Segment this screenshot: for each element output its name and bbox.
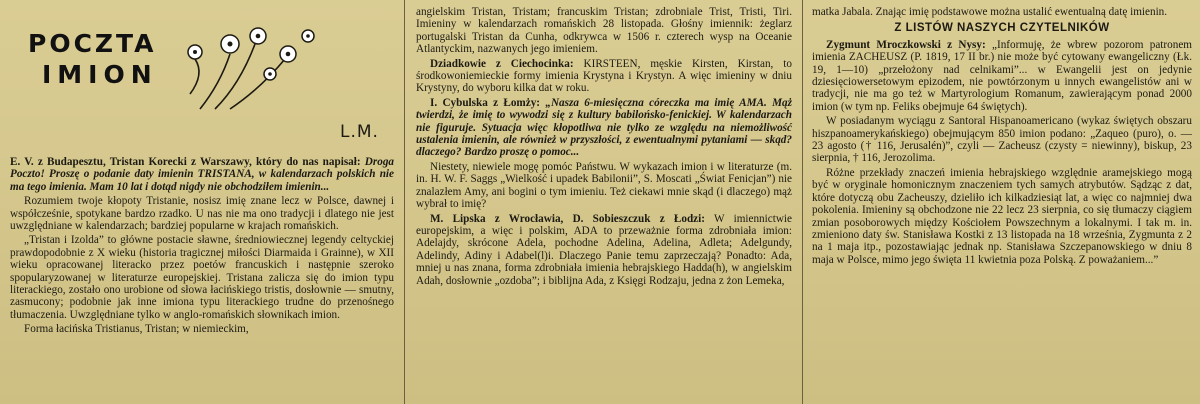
column-rule xyxy=(404,0,405,404)
body-paragraph: matka Jabala. Znając imię podstawowe można ustalić ewentualną datę imienin. xyxy=(812,6,1168,18)
letter-paragraph xyxy=(812,39,1192,113)
sender-name: I. Cybulska z Łomży: xyxy=(430,96,541,109)
letter-body: W imiennictwie europejskim, a więc i polskim, ADA to przeważnie forma zdrobniała imion: Adelajdy, skrócone Adela, pochodne Adelina, Adelina, Adleta; Adelgundy, Adelindy, Adiny i Adabel(l)i. Dlaczego Panie temu zaprzeczają? Ponadto: Ada, mniej u nas znana, forma zdrobniała imienia hebrajskiego Hadda(h), w angielskim Adah, dosłownie „ozdoba”; i biblijna Ada, z Księgi Rodzaju, jedna z żon Lemeka, xyxy=(416,212,792,287)
column-3 xyxy=(812,6,1192,404)
letter-body: „Informuję, że wbrew pozorom patronem imienia ZACHEUSZ (P. 1819, 17 II br.) nie może być cytowany ewangeliczny (Łk. 19, 1—10) „przełożony nad celnikami”... w Ewangelii jest on jedynie dziesięciowersetowym epizodem, nie powtórzonym u innych ewangelistów ani w tradycji, nie ma go też w Martyrologium Romanum, zawierającym ponad 2000 imion (w tym np. Feliks obejmuje 64 świętych). xyxy=(812,38,1192,113)
body-paragraph: Rozumiem twoje kłopoty Tristanie, nosisz imię znane lecz w Polsce, dawnej i współcześnie, spotykane bardzo rzadko. U nas nie ma ono tradycji i dlatego nie jest uwzględniane w kalendarzach; bardziej popularne w krajach romańskich. xyxy=(10,195,394,233)
body-paragraph: „Tristan i Izolda” to główne postacie sławne, średniowiecznej legendy celtyckiej prawdopodobnie z X wieku (historia tragicznej miłości Diarmaida i Grainne), w XII wieku opracowanej literacko przez poetów francuskich i następnie szeroko spopularyzowanej w literaturze europejskiej. Tristana zalicza się do imion typu literackiego, zostało ono urobione od słowa łacińskiego tristis, dosłownie — smutny, zasmucony; podobnie jak inne imiona typu literackiego trudne do przenośnego tłumaczenia. Uwzględniane tylko w anglo-romańskich słownikach imion. xyxy=(10,234,394,321)
sender-name: M. Lipska z Wrocławia, D. Sobieszczuk z Łodzi: xyxy=(430,212,705,225)
letter-body: KIRSTEEN, męskie Kirsten, Kirstan, to środkowoniemieckie formy imienia Krystyna i Krystyn. A więc imieniny w dniu Krystyny, do wyboru kilka dat w roku. xyxy=(416,57,792,95)
column-2 xyxy=(416,6,792,404)
masthead xyxy=(10,6,394,156)
body-paragraph: W posiadanym wyciągu z Santoral Hispanoamericano (wykaz świętych obszaru hiszpanoamerykańskiego) obejmującym 850 imion podano: „Zaqueo (puro), o. — 23 agosto († 116, Jerusalén)”, czyli — Zacheusz (czysty = niewinny), biskup, 23 sierpnia, † 116, Jerozolima. xyxy=(812,115,1192,165)
letter-paragraph xyxy=(416,97,792,159)
letter-paragraph xyxy=(416,213,792,287)
section-heading: Z LISTÓW NASZYCH CZYTELNIKÓW xyxy=(894,22,1110,35)
letter-quote: Droga Poczto! Proszę o podanie daty imienin TRISTANA, w kalendarzach polskich nie ma tego imienia. Mam 10 lat i dotąd nigdy nie obchodziłem imienin... xyxy=(10,156,395,193)
letter-intro: E. V. z Budapesztu, Tristan Korecki z Warszawy, który do nas napisał: xyxy=(10,156,361,168)
letter-quote: „Nasza 6-miesięczna córeczka ma imię AMA. Mąż twierdzi, że imię to wywodzi się z kultury babilońsko-fenickiej. W kalendarzach nie figuruje. Sytuacja więc kłopotliwa nie tylko ze względu na niemożliwość ustalenia imienin, ale również w przyszłości, z ewentualnymi pytaniami — skąd? dlaczego? Bardzo proszę o pomoc... xyxy=(416,96,793,159)
letter-paragraph xyxy=(416,58,792,95)
sender-name: Zygmunt Mroczkowski z Nysy: xyxy=(826,38,986,51)
body-paragraph: Różne przekłady znaczeń imienia hebrajskiego względnie aramejskiego mogą być w oryginale homonicznym znaczeniem tych samych atrybutów. Sądząc z dat, które dotyczą obu Zacheuszy, dzieliło ich kilkadziesiąt lat, a więc co najmniej dwa pokolenia. Imieniny są obchodzone nie 22 lecz 23 sierpnia, co się tłumaczy ciągiem zmian posoborowych między Kościołem Powszechnym a lokalnymi. I tak m. in. zmieniono daty św. Stanisława Kostki z 13 listopada na 18 września, Zygmunta z 2 na 1 maja itp., pozostawiając jednak np. Stanisława Szczepanowskiego w dniu 8 maja w Polsce, mimo jego święta 11 kwietnia poza Polską. Z poważaniem...” xyxy=(812,166,1192,266)
body-paragraph: Forma łacińska Tristianus, Tristan; w niemieckim, xyxy=(24,323,249,336)
column-rule xyxy=(802,0,803,404)
column-1 xyxy=(10,6,394,404)
title-line-2: IMION xyxy=(42,60,158,89)
flower-bouquet-icon xyxy=(160,14,320,114)
column-title xyxy=(28,28,158,90)
title-line-1: POCZTA xyxy=(28,29,157,58)
body-paragraph: Niestety, niewiele mogę pomóc Państwu. W wykazach imion i w literaturze (m. in. H. W. F. Saggs „Wielkość i upadek Babilonii”, S. Moscati „Świat Fenicjan”) nie znalazłem Amy, ani bogini o tym imieniu. Też ciekawi mnie skąd (i dlaczego) mąż wybrał to imię? xyxy=(416,160,792,211)
body-paragraph: angielskim Tristan, Tristam; francuskim Tristan; zdrobniale Trist, Tristi, Tiri. Imieniny w kalendarzach romańskich 28 listopada. Głośny imiennik: żeglarz portugalski Tristan da Cunha, odkrywca w 1506 r. czterech wysp na Oceanie Atlantyckim, nazwanych jego imieniem. xyxy=(416,6,792,56)
sender-name: Dziadkowie z Ciechocinka: xyxy=(430,57,574,70)
author-signature: L.M. xyxy=(340,122,379,142)
letter-paragraph xyxy=(10,156,394,193)
